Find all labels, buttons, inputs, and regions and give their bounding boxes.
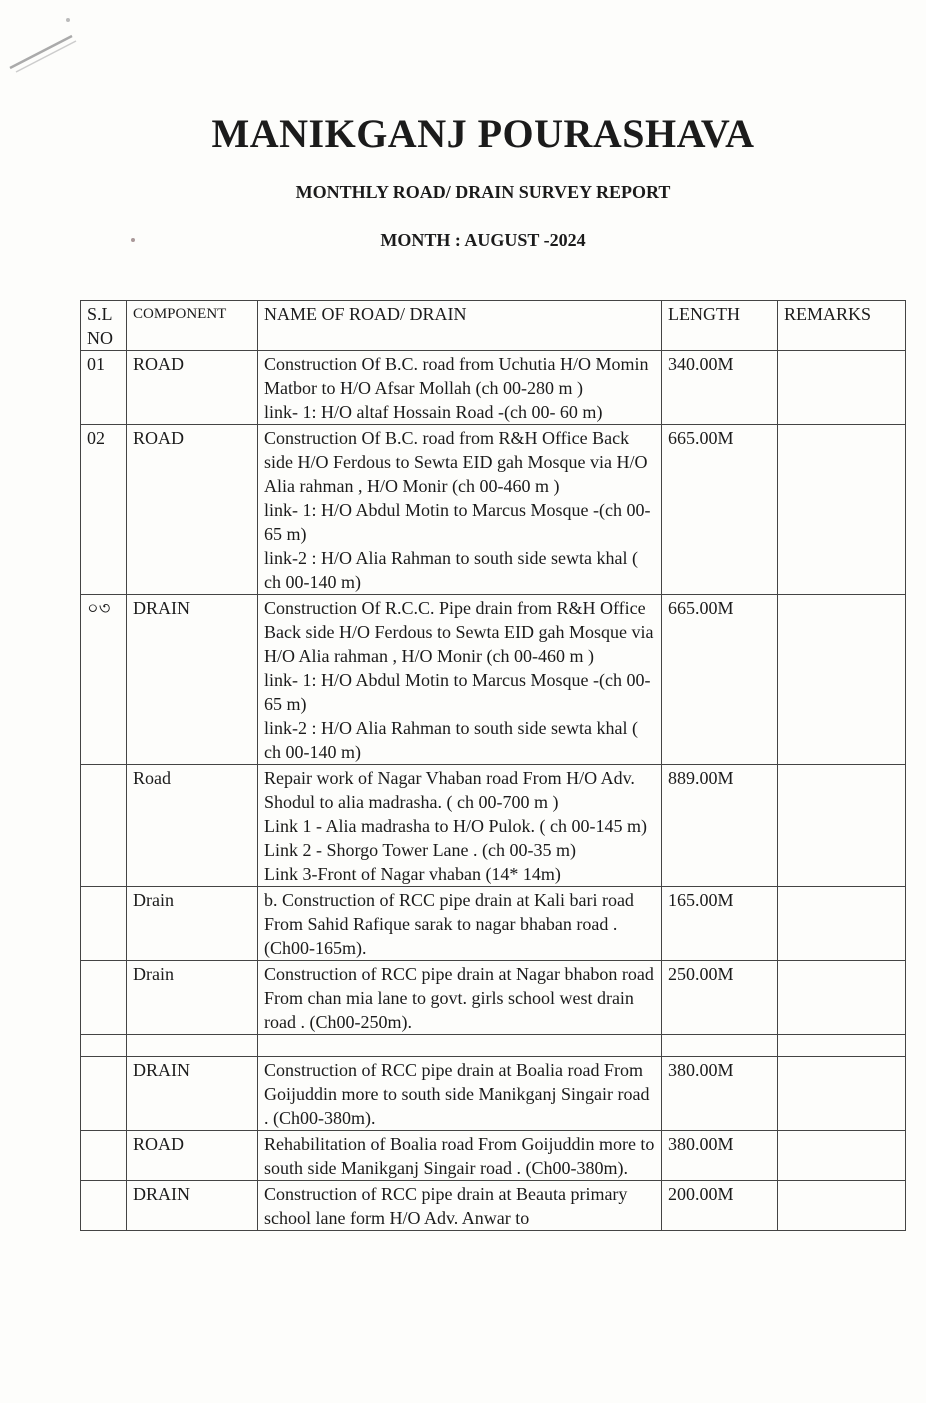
cell-remarks xyxy=(778,595,906,765)
table-separator-row xyxy=(81,1035,906,1057)
cell-remarks xyxy=(778,1131,906,1181)
cell-component: DRAIN xyxy=(127,1181,258,1231)
cell-remarks xyxy=(778,887,906,961)
cell-length: 165.00M xyxy=(662,887,778,961)
name-line: Link 2 - Shorgo Tower Lane . (ch 00-35 m) xyxy=(264,840,577,860)
table-row xyxy=(81,887,906,961)
separator-cell xyxy=(662,1035,778,1057)
cell-component: Road xyxy=(127,765,258,887)
table-row xyxy=(81,765,906,887)
cell-sl xyxy=(81,887,127,961)
cell-component: DRAIN xyxy=(127,1057,258,1131)
report-month: MONTH : AUGUST -2024 xyxy=(380,230,586,250)
header-component: COMPONENT xyxy=(127,301,258,351)
cell-name xyxy=(258,887,662,961)
cell-name xyxy=(258,351,662,425)
name-line: Construction Of B.C. road from Uchutia H/O Momin Matbor to H/O Afsar Mollah (ch 00-280 m ) xyxy=(264,354,649,398)
cell-length: 665.00M xyxy=(662,595,778,765)
name-line: Link 3-Front of Nagar vhaban (14* 14m) xyxy=(264,864,561,884)
cell-name xyxy=(258,1181,662,1231)
name-line: Construction of RCC pipe drain at Beauta primary school lane form H/O Adv. Anwar to xyxy=(264,1184,628,1228)
cell-length: 380.00M xyxy=(662,1057,778,1131)
separator-cell xyxy=(258,1035,662,1057)
name-line: Construction Of R.C.C. Pipe drain from R&H Office Back side H/O Ferdous to Sewta EID gah Mosque via H/O Alia rahman , H/O Monir (ch 00-460 m ) xyxy=(264,598,654,666)
header-sl: S.L NO xyxy=(81,301,127,351)
cell-remarks xyxy=(778,425,906,595)
cell-component: ROAD xyxy=(127,351,258,425)
cell-sl xyxy=(81,961,127,1035)
cell-name xyxy=(258,595,662,765)
cell-name xyxy=(258,765,662,887)
table-row xyxy=(81,961,906,1035)
table-row xyxy=(81,595,906,765)
cell-name xyxy=(258,961,662,1035)
cell-remarks xyxy=(778,1057,906,1131)
header-name: NAME OF ROAD/ DRAIN xyxy=(258,301,662,351)
table-row xyxy=(81,1057,906,1131)
cell-sl xyxy=(81,1181,127,1231)
cell-length: 200.00M xyxy=(662,1181,778,1231)
cell-sl xyxy=(81,765,127,887)
separator-cell xyxy=(127,1035,258,1057)
name-line: link- 1: H/O Abdul Motin to Marcus Mosque -(ch 00- 65 m) xyxy=(264,670,651,714)
cell-remarks xyxy=(778,961,906,1035)
cell-length: 380.00M xyxy=(662,1131,778,1181)
name-line: link-2 : H/O Alia Rahman to south side sewta khal ( ch 00-140 m) xyxy=(264,548,638,592)
cell-sl xyxy=(81,1057,127,1131)
cell-length: 665.00M xyxy=(662,425,778,595)
cell-length: 889.00M xyxy=(662,765,778,887)
page-title: MANIKGANJ POURASHAVA xyxy=(211,111,755,156)
separator-cell xyxy=(778,1035,906,1057)
cell-remarks xyxy=(778,765,906,887)
cell-remarks xyxy=(778,351,906,425)
cell-length: 340.00M xyxy=(662,351,778,425)
cell-component: ROAD xyxy=(127,425,258,595)
cell-sl: ০৩ xyxy=(81,595,127,765)
header-length: LENGTH xyxy=(662,301,778,351)
cell-name xyxy=(258,1057,662,1131)
name-line: link- 1: H/O Abdul Motin to Marcus Mosque -(ch 00- 65 m) xyxy=(264,500,651,544)
cell-component: Drain xyxy=(127,961,258,1035)
cell-sl: 01 xyxy=(81,351,127,425)
name-line: Construction Of B.C. road from R&H Office Back side H/O Ferdous to Sewta EID gah Mosque via H/O Alia rahman , H/O Monir (ch 00-460 m ) xyxy=(264,428,648,496)
table-row xyxy=(81,1131,906,1181)
table-header-row xyxy=(81,301,906,351)
table-row xyxy=(81,351,906,425)
table-row xyxy=(81,425,906,595)
cell-length: 250.00M xyxy=(662,961,778,1035)
name-line: link-2 : H/O Alia Rahman to south side sewta khal ( ch 00-140 m) xyxy=(264,718,638,762)
pen-scribble-mark xyxy=(6,14,86,74)
survey-table xyxy=(80,300,906,1231)
report-subtitle: MONTHLY ROAD/ DRAIN SURVEY REPORT xyxy=(295,182,671,202)
name-line: Construction of RCC pipe drain at Nagar bhabon road From chan mia lane to govt. girls school west drain road . (Ch00-250m). xyxy=(264,964,654,1032)
cell-component: Drain xyxy=(127,887,258,961)
name-line: b. Construction of RCC pipe drain at Kali bari road From Sahid Rafique sarak to nagar bhaban road . (Ch00-165m). xyxy=(264,890,634,958)
cell-sl: 02 xyxy=(81,425,127,595)
cell-sl xyxy=(81,1131,127,1181)
cell-name xyxy=(258,1131,662,1181)
name-line: Repair work of Nagar Vhaban road From H/O Adv. Shodul to alia madrasha. ( ch 00-700 m ) xyxy=(264,768,635,812)
name-line: Link 1 - Alia madrasha to H/O Pulok. ( ch 00-145 m) xyxy=(264,816,647,836)
header-remarks: REMARKS xyxy=(778,301,906,351)
name-line: Rehabilitation of Boalia road From Goijuddin more to south side Manikganj Singair road . (Ch00-380m). xyxy=(264,1134,655,1178)
cell-component: ROAD xyxy=(127,1131,258,1181)
cell-component: DRAIN xyxy=(127,595,258,765)
separator-cell xyxy=(81,1035,127,1057)
cell-remarks xyxy=(778,1181,906,1231)
table-row xyxy=(81,1181,906,1231)
cell-name xyxy=(258,425,662,595)
name-line: link- 1: H/O altaf Hossain Road -(ch 00- 60 m) xyxy=(264,402,603,422)
name-line: Construction of RCC pipe drain at Boalia road From Goijuddin more to south side Manikganj Singair road . (Ch00-380m). xyxy=(264,1060,650,1128)
